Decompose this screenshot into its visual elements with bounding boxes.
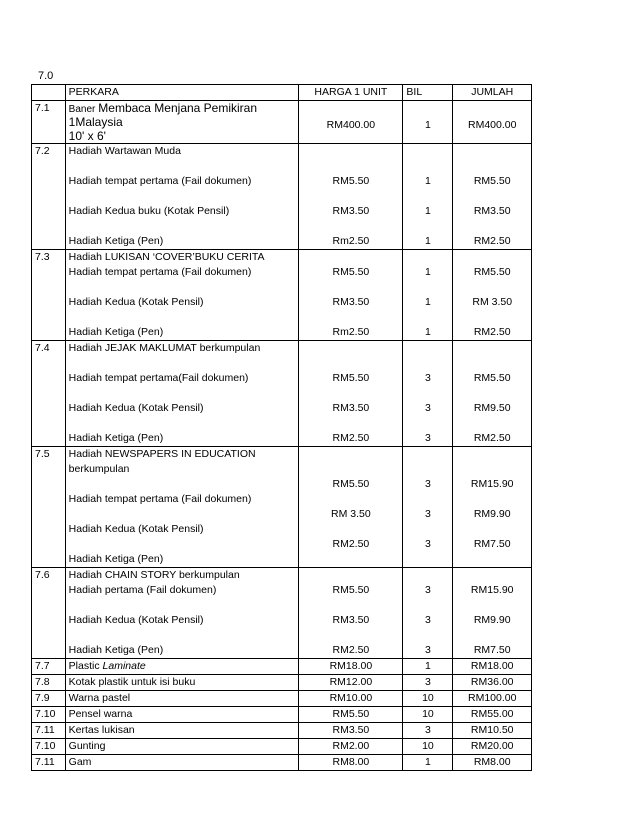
- item-name: Kertas lukisan: [65, 723, 299, 739]
- category-title: Hadiah LUKISAN ‘COVER’BUKU CERITA: [68, 251, 265, 263]
- total: RM55.00: [453, 707, 532, 723]
- unit-price: RM3.50: [332, 205, 370, 217]
- quantity: 10: [403, 691, 453, 707]
- header-bil: BIL: [403, 85, 453, 101]
- total: RM9.90: [473, 508, 511, 520]
- row-number: 7.6: [32, 568, 66, 659]
- table-row: [32, 675, 532, 691]
- total: RM2.50: [473, 432, 511, 444]
- header-row: [32, 85, 532, 101]
- quantity: 3: [425, 372, 431, 384]
- unit-price: RM2.50: [332, 644, 370, 656]
- unit-price: RM12.00: [299, 675, 403, 691]
- table-row: [32, 447, 532, 568]
- table-row: [32, 755, 532, 771]
- row-number: 7.2: [32, 144, 66, 250]
- item-name: Hadiah Kedua (Kotak Pensil): [68, 296, 204, 308]
- quantity: 1: [425, 266, 431, 278]
- category-title: Hadiah JEJAK MAKLUMAT berkumpulan: [68, 342, 261, 354]
- unit-price-column: [299, 568, 403, 659]
- unit-price: RM5.50: [332, 478, 370, 490]
- quantity: 3: [425, 508, 431, 520]
- table-row: [32, 101, 532, 144]
- item-name: Hadiah Ketiga (Pen): [68, 644, 164, 656]
- item-name: Plastic: [68, 660, 103, 672]
- total: RM15.90: [470, 478, 514, 490]
- total-column: [453, 250, 532, 341]
- total: RM20.00: [453, 739, 532, 755]
- unit-price: RM3.50: [332, 614, 370, 626]
- unit-price: RM3.50: [299, 723, 403, 739]
- total: RM7.50: [473, 538, 511, 550]
- total: RM3.50: [473, 205, 511, 217]
- category-title: Hadiah NEWSPAPERS IN EDUCATION: [68, 448, 256, 460]
- header-harga: HARGA 1 UNIT: [299, 85, 403, 101]
- unit-price-column: [299, 447, 403, 568]
- unit-price: RM2.00: [299, 739, 403, 755]
- unit-price: RM5.50: [332, 266, 370, 278]
- item-name: Hadiah tempat pertama(Fail dokumen): [68, 372, 249, 384]
- baner-title: Membaca Menjana Pemikiran: [98, 101, 258, 115]
- row-number: 7.4: [32, 341, 66, 447]
- unit-price-column: [299, 144, 403, 250]
- total: RM5.50: [473, 266, 511, 278]
- unit-price: RM5.50: [332, 584, 370, 596]
- quantity: 1: [425, 326, 431, 338]
- unit-price: RM5.50: [332, 372, 370, 384]
- quantity: 10: [403, 739, 453, 755]
- total: RM2.50: [473, 235, 511, 247]
- item-name: Gam: [65, 755, 299, 771]
- unit-price: Rm2.50: [332, 235, 370, 247]
- item-description: [65, 447, 299, 568]
- item-name: Kotak plastik untuk isi buku: [65, 675, 299, 691]
- item-name: Hadiah Ketiga (Pen): [68, 432, 164, 444]
- row-number: 7.7: [32, 659, 66, 675]
- total: RM9.50: [473, 402, 511, 414]
- quantity: 1: [425, 235, 431, 247]
- quantity: 3: [425, 432, 431, 444]
- header-jumlah: JUMLAH: [453, 85, 532, 101]
- table-row: [32, 341, 532, 447]
- quantity-column: [403, 144, 453, 250]
- total-column: [453, 568, 532, 659]
- unit-price: RM5.50: [299, 707, 403, 723]
- total: RM8.00: [453, 755, 532, 771]
- item-name: Hadiah Ketiga (Pen): [68, 326, 164, 338]
- quantity-column: [403, 568, 453, 659]
- total: RM2.50: [473, 326, 511, 338]
- baner-line2: 1Malaysia: [68, 115, 123, 129]
- item-name: Hadiah tempat pertama (Fail dokumen): [68, 266, 252, 278]
- quantity: 10: [403, 707, 453, 723]
- category-title: Hadiah CHAIN STORY berkumpulan: [68, 569, 240, 581]
- item-name: Gunting: [65, 739, 299, 755]
- item-name: Hadiah Kedua (Kotak Pensil): [68, 614, 204, 626]
- baner-line3: 10' x 6': [68, 129, 106, 143]
- item-description: [65, 568, 299, 659]
- header-no: [32, 85, 66, 101]
- unit-price: Rm2.50: [332, 326, 370, 338]
- item-name: Hadiah Kedua buku (Kotak Pensil): [68, 205, 230, 217]
- quantity-column: [403, 447, 453, 568]
- unit-price: RM5.50: [332, 175, 370, 187]
- category-title: Hadiah Wartawan Muda: [68, 145, 181, 157]
- unit-price: RM3.50: [332, 402, 370, 414]
- row-number: 7.10: [32, 739, 66, 755]
- item-name: Warna pastel: [65, 691, 299, 707]
- item-name: Hadiah pertama (Fail dokumen): [68, 584, 217, 596]
- row-number: 7.9: [32, 691, 66, 707]
- header-perkara: PERKARA: [65, 85, 299, 101]
- unit-price: RM8.00: [299, 755, 403, 771]
- item-name: Hadiah tempat pertama (Fail dokumen): [68, 175, 252, 187]
- quantity: 3: [425, 614, 431, 626]
- budget-table: [31, 84, 532, 771]
- quantity: 3: [425, 402, 431, 414]
- unit-price: RM 3.50: [331, 508, 371, 520]
- quantity: 1: [425, 175, 431, 187]
- row-number: 7.11: [32, 755, 66, 771]
- total-column: [453, 341, 532, 447]
- total: RM10.50: [453, 723, 532, 739]
- item-name: Hadiah Kedua (Kotak Pensil): [68, 523, 204, 535]
- unit-price: RM2.50: [332, 538, 370, 550]
- total-column: [453, 447, 532, 568]
- row-number: 7.5: [32, 447, 66, 568]
- table-row: [32, 739, 532, 755]
- row-number: 7.3: [32, 250, 66, 341]
- quantity: 1: [425, 296, 431, 308]
- quantity: 1: [403, 755, 453, 771]
- quantity: 3: [425, 538, 431, 550]
- unit-price-column: [299, 250, 403, 341]
- item-description: [65, 101, 299, 144]
- item-name-italic: Laminate: [102, 660, 146, 672]
- item-name: Hadiah Ketiga (Pen): [68, 553, 164, 565]
- section-number: 7.0: [38, 70, 54, 82]
- table-row: [32, 144, 532, 250]
- unit-price: RM400.00: [299, 101, 403, 144]
- table-row: [32, 707, 532, 723]
- total: RM100.00: [453, 691, 532, 707]
- row-number: 7.11: [32, 723, 66, 739]
- total: RM36.00: [453, 675, 532, 691]
- total: RM9.90: [473, 614, 511, 626]
- total: RM7.50: [473, 644, 511, 656]
- quantity-column: [403, 250, 453, 341]
- item-description: [65, 341, 299, 447]
- row-number: 7.1: [32, 101, 66, 144]
- table-row: [32, 568, 532, 659]
- unit-price: RM3.50: [332, 296, 370, 308]
- category-title-2: berkumpulan: [68, 463, 130, 475]
- total-column: [453, 144, 532, 250]
- table-row: [32, 691, 532, 707]
- total: RM400.00: [453, 101, 532, 144]
- unit-price-column: [299, 341, 403, 447]
- quantity: 3: [403, 723, 453, 739]
- total: RM5.50: [473, 175, 511, 187]
- item-name: Pensel warna: [65, 707, 299, 723]
- quantity: 3: [425, 478, 431, 490]
- item-name: Hadiah Ketiga (Pen): [68, 235, 164, 247]
- item-description: [65, 144, 299, 250]
- table-row: [32, 659, 532, 675]
- total: RM15.90: [470, 584, 514, 596]
- quantity: 1: [403, 101, 453, 144]
- baner-word: Baner: [68, 104, 96, 115]
- quantity: 3: [425, 584, 431, 596]
- item-name: Hadiah tempat pertama (Fail dokumen): [68, 493, 252, 505]
- item-name: Hadiah Kedua (Kotak Pensil): [68, 402, 204, 414]
- total: RM 3.50: [472, 296, 513, 308]
- quantity: 3: [403, 675, 453, 691]
- quantity: 1: [403, 659, 453, 675]
- quantity: 3: [425, 644, 431, 656]
- quantity-column: [403, 341, 453, 447]
- row-number: 7.8: [32, 675, 66, 691]
- quantity: 1: [425, 205, 431, 217]
- table-row: [32, 723, 532, 739]
- row-number: 7.10: [32, 707, 66, 723]
- total: RM5.50: [473, 372, 511, 384]
- unit-price: RM10.00: [299, 691, 403, 707]
- item-description: [65, 659, 299, 675]
- table-row: [32, 250, 532, 341]
- total: RM18.00: [453, 659, 532, 675]
- item-description: [65, 250, 299, 341]
- unit-price: RM18.00: [299, 659, 403, 675]
- unit-price: RM2.50: [332, 432, 370, 444]
